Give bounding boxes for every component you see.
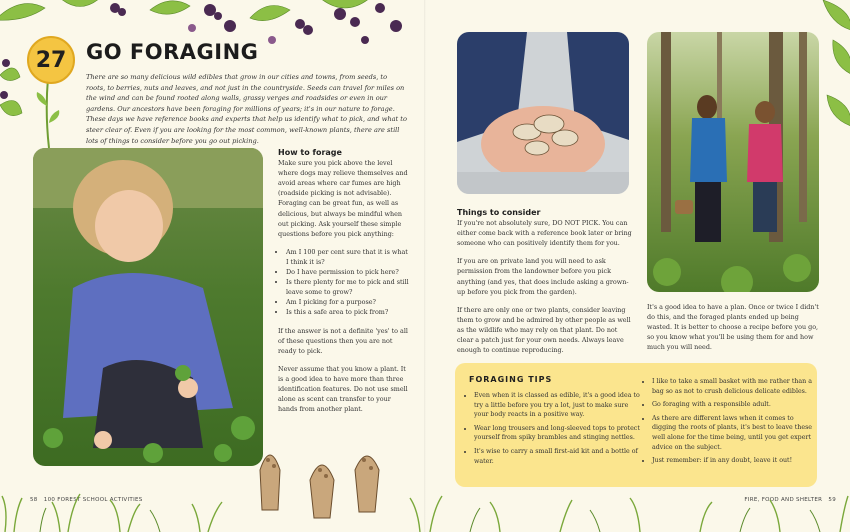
list-item: • Wear long trousers and long-sleeved tops to protect yourself from spiky brambles and stinging nettles. <box>474 424 642 443</box>
list-item: • Do I have permission to pick here? <box>286 267 410 277</box>
section-title: FIRE, FOOD AND SHELTER <box>744 497 823 503</box>
left-page-number: 58 <box>30 497 38 503</box>
list-item: • Is this a safe area to pick from? <box>286 307 410 317</box>
list-item: • Even when it is classed as edible, it's a good idea to try a little before you try a lot, just to make sure your body reacts in a positive way. <box>474 391 642 420</box>
intro-paragraph: There are so many delicious wild edibles that grow in our cities and towns, from seeds, to roots, to berries, nuts and leaves, and not just in the countryside. Seeds can travel for miles on the wind and can be found rooted along walls, grassy verges and roadsides or even in our gardens. Our ancestors have been foraging for millions of years; it's in our nature to forage. These days we have reference books and experts that help us identify what to pick, and what to steer clear of. Even if you are looking for the most common, well-known plants, there are still lots of things to consider before you go out picking. <box>86 73 407 145</box>
consider-paragraph-1: If you're not absolutely sure, DO NOT PICK. You can either come back with a reference book later or bring someone who can positively identify them for you. <box>457 219 632 248</box>
tips-left-list <box>467 391 642 470</box>
list-item: • Am I picking for a purpose? <box>286 297 410 307</box>
list-item: • Am I 100 per cent sure that it is what I think it is? <box>286 247 410 267</box>
list-item: • It's wise to carry a small first-aid kit and a bottle of water. <box>474 447 642 466</box>
answer-paragraph: If the answer is not a definite 'yes' to all of these questions then you are not ready to pick. <box>278 326 408 355</box>
how-to-forage-heading: How to forage <box>278 148 342 157</box>
page-title: GO FORAGING <box>86 40 259 64</box>
things-to-consider-heading: Things to consider <box>457 208 541 217</box>
book-title: 100 FOREST SCHOOL ACTIVITIES <box>43 497 143 503</box>
tips-right-list <box>645 377 818 470</box>
how-to-forage-section <box>278 148 410 422</box>
left-edge-leaves-illustration <box>0 55 30 195</box>
foraging-tips-heading: FORAGING TIPS <box>469 375 553 384</box>
how-to-forage-text: Make sure you pick above the level where dogs may relieve themselves and avoid areas where car fumes are high (roadside picking is not advisable). Foraging can be great fun, as well as delicious, but always be mindful when out picking. Ask yourself these simple questions before you pick anything: <box>278 159 408 238</box>
mushrooms-in-hands-photo <box>457 32 629 194</box>
list-item: • I like to take a small basket with me rather than a bag so as not to crush delicious delicate edibles. <box>652 377 818 396</box>
list-item: • As there are different laws when it comes to digging the roots of plants, it's best to leave these well alone for the time being, until you get expert advice on the subject. <box>652 414 818 452</box>
child-picking-photo <box>33 148 263 466</box>
plan-paragraph-section <box>647 302 819 360</box>
plan-paragraph: It's a good idea to have a plan. Once or twice I didn't do this, and the foraged plants ended up being wasted. It is better to choose a recipe before you go, so you know what you'll be using them for and how much you will need. <box>647 303 819 352</box>
questions-list <box>278 247 410 318</box>
things-to-consider-section <box>457 208 633 363</box>
never-assume-paragraph: Never assume that you know a plant. It is a good idea to have more than three identification features. Do not use smell alone as scent can transfer to your hands from another plant. <box>278 364 408 414</box>
consider-paragraph-2: If you are on private land you will need to ask permission from the landowner before you pick anything (and yes, that does include asking a grown-up before you pick from the garden). <box>457 257 629 296</box>
foraging-tips-box <box>455 363 817 487</box>
kids-in-forest-photo <box>647 32 819 292</box>
list-item: • Go foraging with a responsible adult. <box>652 400 818 410</box>
activity-number: 27 <box>35 47 67 73</box>
right-page-number: 59 <box>828 497 836 503</box>
seedling-stem-illustration <box>33 78 63 148</box>
list-item: • Is there plenty for me to pick and still leave some to grow? <box>286 277 410 297</box>
right-edge-leaves-illustration <box>813 0 850 200</box>
list-item: • Just remember: if in any doubt, leave it out! <box>652 456 818 466</box>
activity-number-badge <box>27 36 75 84</box>
consider-paragraph-3: If there are only one or two plants, consider leaving them to grow and be admired by other people as well as the wildlife who may rely on that plant. Do not clear a patch just for your own needs. Always leave enough to continue reproducing. <box>457 305 631 355</box>
grass-border-illustration <box>0 478 850 532</box>
